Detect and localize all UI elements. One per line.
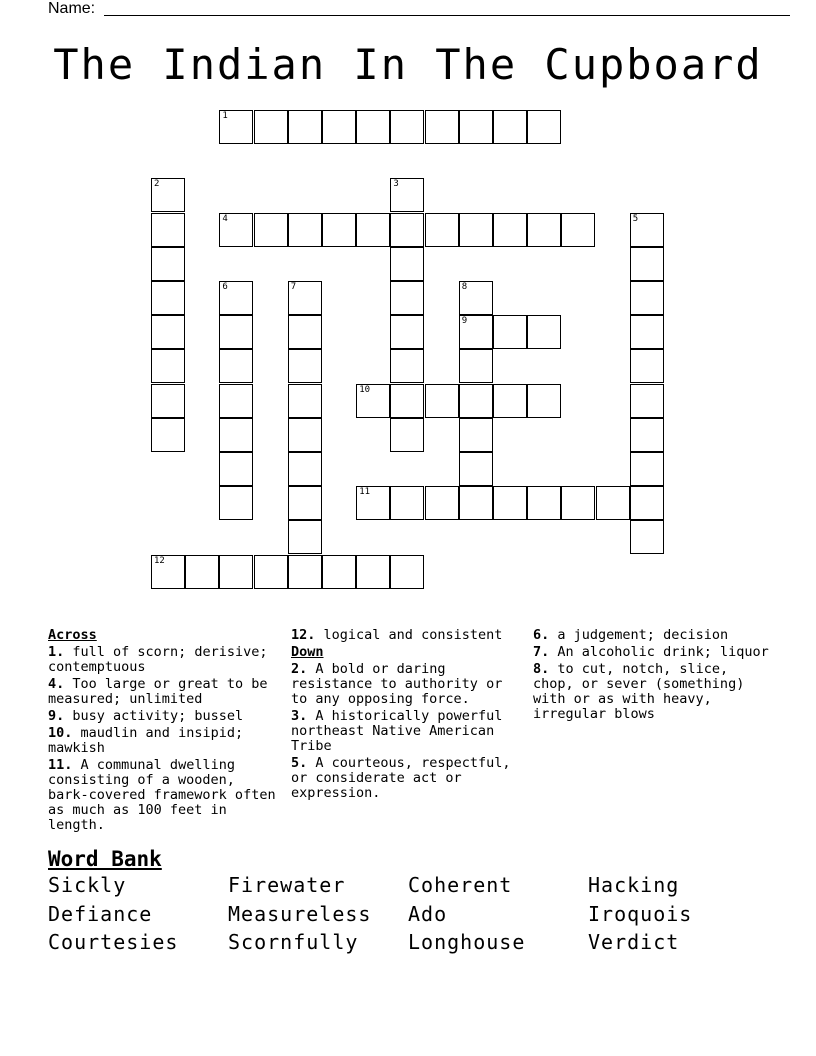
crossword-cell[interactable]: [459, 213, 493, 247]
crossword-cell[interactable]: [630, 247, 664, 281]
clue-across-10: [48, 726, 280, 756]
word-bank-word: Longhouse: [408, 930, 526, 954]
crossword-cell[interactable]: [527, 384, 561, 418]
word-bank-word: Scornfully: [228, 930, 359, 954]
crossword-cell[interactable]: [390, 555, 424, 589]
clue-number: 12.: [291, 627, 316, 643]
clue-down-2: [291, 662, 523, 707]
crossword-cell[interactable]: [596, 486, 630, 520]
crossword-cell[interactable]: [288, 213, 322, 247]
crossword-cell[interactable]: [151, 555, 185, 589]
clue-across-11: [48, 758, 280, 833]
clue-text: A historically powerful northeast Native American Tribe: [291, 708, 503, 754]
crossword-cell[interactable]: [459, 418, 493, 452]
crossword-cell[interactable]: [356, 555, 390, 589]
crossword-cell[interactable]: [390, 349, 424, 383]
word-bank-word: Iroquois: [588, 902, 693, 926]
cell-number: 1: [222, 111, 228, 121]
cell-number: 3: [393, 179, 399, 190]
crossword-cell[interactable]: [288, 555, 322, 589]
crossword-cell[interactable]: [493, 486, 527, 520]
cell-number: 6: [222, 282, 228, 292]
clue-across-9: [48, 709, 280, 724]
crossword-cell[interactable]: [561, 213, 595, 247]
crossword-cell[interactable]: [390, 281, 424, 315]
crossword-cell[interactable]: [151, 418, 185, 452]
crossword-cell[interactable]: [390, 110, 424, 144]
cell-number: 11: [359, 487, 371, 498]
crossword-cell[interactable]: [288, 486, 322, 520]
crossword-cell[interactable]: [288, 110, 322, 144]
crossword-cell[interactable]: [390, 178, 424, 212]
name-label: Name:: [48, 0, 96, 17]
crossword-cell[interactable]: [288, 452, 322, 486]
crossword-cell[interactable]: [459, 452, 493, 486]
crossword-cell[interactable]: [219, 418, 253, 452]
crossword-cell[interactable]: [630, 452, 664, 486]
crossword-cell[interactable]: [630, 418, 664, 452]
crossword-cell[interactable]: [151, 315, 185, 349]
crossword-cell[interactable]: [219, 349, 253, 383]
cell-number: 7: [290, 282, 297, 292]
crossword-cell[interactable]: [425, 213, 459, 247]
clue-across-1: [48, 645, 280, 675]
word-bank-word: Verdict: [588, 930, 680, 954]
crossword-cell[interactable]: [151, 247, 185, 281]
crossword-cell[interactable]: [356, 384, 390, 418]
clue-number: 8.: [533, 661, 550, 677]
clue-text: full of scorn; derisive; contemptuous: [48, 644, 268, 675]
across-heading: Across: [48, 627, 97, 643]
clues-column-1: [48, 628, 280, 835]
word-bank-word: Coherent: [408, 873, 513, 897]
clue-number: 10.: [48, 725, 73, 741]
clue-number: 9.: [48, 708, 65, 724]
clue-text: Too large or great to be measured; unlimited: [48, 676, 268, 707]
crossword-cell[interactable]: [425, 384, 459, 418]
crossword-cell[interactable]: [390, 486, 424, 520]
crossword-cell[interactable]: [630, 315, 664, 349]
word-bank-word: Measureless: [228, 902, 372, 926]
clue-number: 1.: [48, 644, 65, 660]
crossword-cell[interactable]: [390, 384, 424, 418]
word-bank-word: Hacking: [588, 873, 680, 897]
clue-text: A communal dwelling consisting of a wooden, bark-covered framework often as much as 100 feet in length.: [48, 757, 276, 833]
clue-text: A courteous, respectful, or considerate act or expression.: [291, 755, 511, 801]
clue-down-3: [291, 709, 523, 754]
crossword-cell[interactable]: [630, 213, 664, 247]
crossword-cell[interactable]: [493, 315, 527, 349]
crossword-cell[interactable]: [459, 110, 493, 144]
crossword-cell[interactable]: [288, 349, 322, 383]
clue-across-4: [48, 677, 280, 707]
clue-number: 3.: [291, 708, 308, 724]
cell-number: 8: [461, 282, 468, 292]
crossword-cell[interactable]: [185, 555, 219, 589]
clue-text: An alcoholic drink; liquor: [557, 644, 769, 660]
crossword-cell[interactable]: [390, 315, 424, 349]
clue-text: to cut, notch, slice, chop, or sever (something) with or as with heavy, irregular blows: [533, 661, 745, 722]
crossword-cell[interactable]: [288, 281, 322, 315]
clue-number: 4.: [48, 676, 65, 692]
crossword-cell[interactable]: [219, 213, 253, 247]
word-bank-word: Defiance: [48, 902, 153, 926]
crossword-cell[interactable]: [493, 110, 527, 144]
crossword-cell[interactable]: [390, 213, 424, 247]
clue-text: busy activity; bussel: [72, 708, 244, 724]
crossword-cell[interactable]: [527, 213, 561, 247]
clue-number: 11.: [48, 757, 73, 773]
crossword-cell[interactable]: [219, 486, 253, 520]
crossword-cell[interactable]: [219, 281, 253, 315]
crossword-cell[interactable]: [322, 213, 356, 247]
word-bank-word: Sickly: [48, 873, 127, 897]
crossword-cell[interactable]: [630, 281, 664, 315]
clues-column-3: [533, 628, 773, 724]
crossword-cell[interactable]: [219, 555, 253, 589]
crossword-cell[interactable]: [219, 315, 253, 349]
clue-text: a judgement; decision: [557, 627, 729, 643]
crossword-cell[interactable]: [151, 178, 185, 212]
crossword-cell[interactable]: [151, 213, 185, 247]
cell-number: 4: [222, 213, 228, 224]
clue-down-6: [533, 628, 773, 643]
crossword-cell[interactable]: [493, 384, 527, 418]
crossword-cell[interactable]: [151, 281, 185, 315]
crossword-cell[interactable]: [630, 384, 664, 418]
crossword-cell[interactable]: [322, 110, 356, 144]
crossword-cell[interactable]: [219, 110, 253, 144]
cell-number: 5: [632, 213, 639, 224]
crossword-cell[interactable]: [425, 486, 459, 520]
crossword-cell[interactable]: [219, 384, 253, 418]
cell-number: 9: [461, 316, 468, 327]
clue-down-8: [533, 662, 773, 722]
crossword-cell[interactable]: [322, 555, 356, 589]
clue-number: 2.: [291, 661, 308, 677]
crossword-cell[interactable]: [459, 315, 493, 349]
crossword-cell[interactable]: [459, 281, 493, 315]
cell-number: 2: [154, 179, 160, 190]
clue-down-5: [291, 756, 523, 801]
crossword-cell[interactable]: [254, 555, 288, 589]
crossword-cell[interactable]: [459, 486, 493, 520]
crossword-cell[interactable]: [356, 486, 390, 520]
clue-number: 5.: [291, 755, 308, 771]
crossword-cell[interactable]: [459, 349, 493, 383]
clue-text: A bold or daring resistance to authority or to any opposing force.: [291, 661, 503, 707]
crossword-cell[interactable]: [527, 486, 561, 520]
down-heading: Down: [291, 644, 324, 660]
clue-down-7: [533, 645, 773, 660]
crossword-cell[interactable]: [527, 315, 561, 349]
crossword-cell[interactable]: [425, 110, 459, 144]
clue-number: 7.: [533, 644, 550, 660]
crossword-cell[interactable]: [630, 520, 664, 554]
clue-text: logical and consistent: [323, 627, 503, 643]
crossword-cell[interactable]: [219, 452, 253, 486]
crossword-cell[interactable]: [288, 520, 322, 554]
crossword-cell[interactable]: [288, 418, 322, 452]
word-bank-word: Ado: [408, 902, 448, 926]
crossword-cell[interactable]: [390, 247, 424, 281]
cell-number: 12: [154, 555, 165, 566]
cell-number: 10: [359, 384, 371, 395]
crossword-cell[interactable]: [151, 384, 185, 418]
word-bank-word: Courtesies: [48, 930, 179, 954]
crossword-cell[interactable]: [527, 110, 561, 144]
page-title: The Indian In The Cupboard: [53, 40, 763, 89]
crossword-cell[interactable]: [459, 384, 493, 418]
crossword-cell[interactable]: [288, 315, 322, 349]
crossword-cell[interactable]: [630, 486, 664, 520]
clues-column-2: [291, 628, 523, 803]
crossword-cell[interactable]: [356, 213, 390, 247]
crossword-cell[interactable]: [390, 418, 424, 452]
crossword-cell[interactable]: [561, 486, 595, 520]
crossword-cell[interactable]: [151, 349, 185, 383]
clue-text: maudlin and insipid; mawkish: [48, 725, 244, 756]
crossword-cell[interactable]: [356, 110, 390, 144]
crossword-cell[interactable]: [288, 384, 322, 418]
crossword-cell[interactable]: [630, 349, 664, 383]
crossword-cell[interactable]: [254, 110, 288, 144]
word-bank-title: Word Bank: [48, 847, 162, 871]
crossword-cell[interactable]: [254, 213, 288, 247]
clue-across-12: [291, 628, 523, 643]
word-bank-word: Firewater: [228, 873, 346, 897]
clue-number: 6.: [533, 627, 550, 643]
crossword-cell[interactable]: [493, 213, 527, 247]
